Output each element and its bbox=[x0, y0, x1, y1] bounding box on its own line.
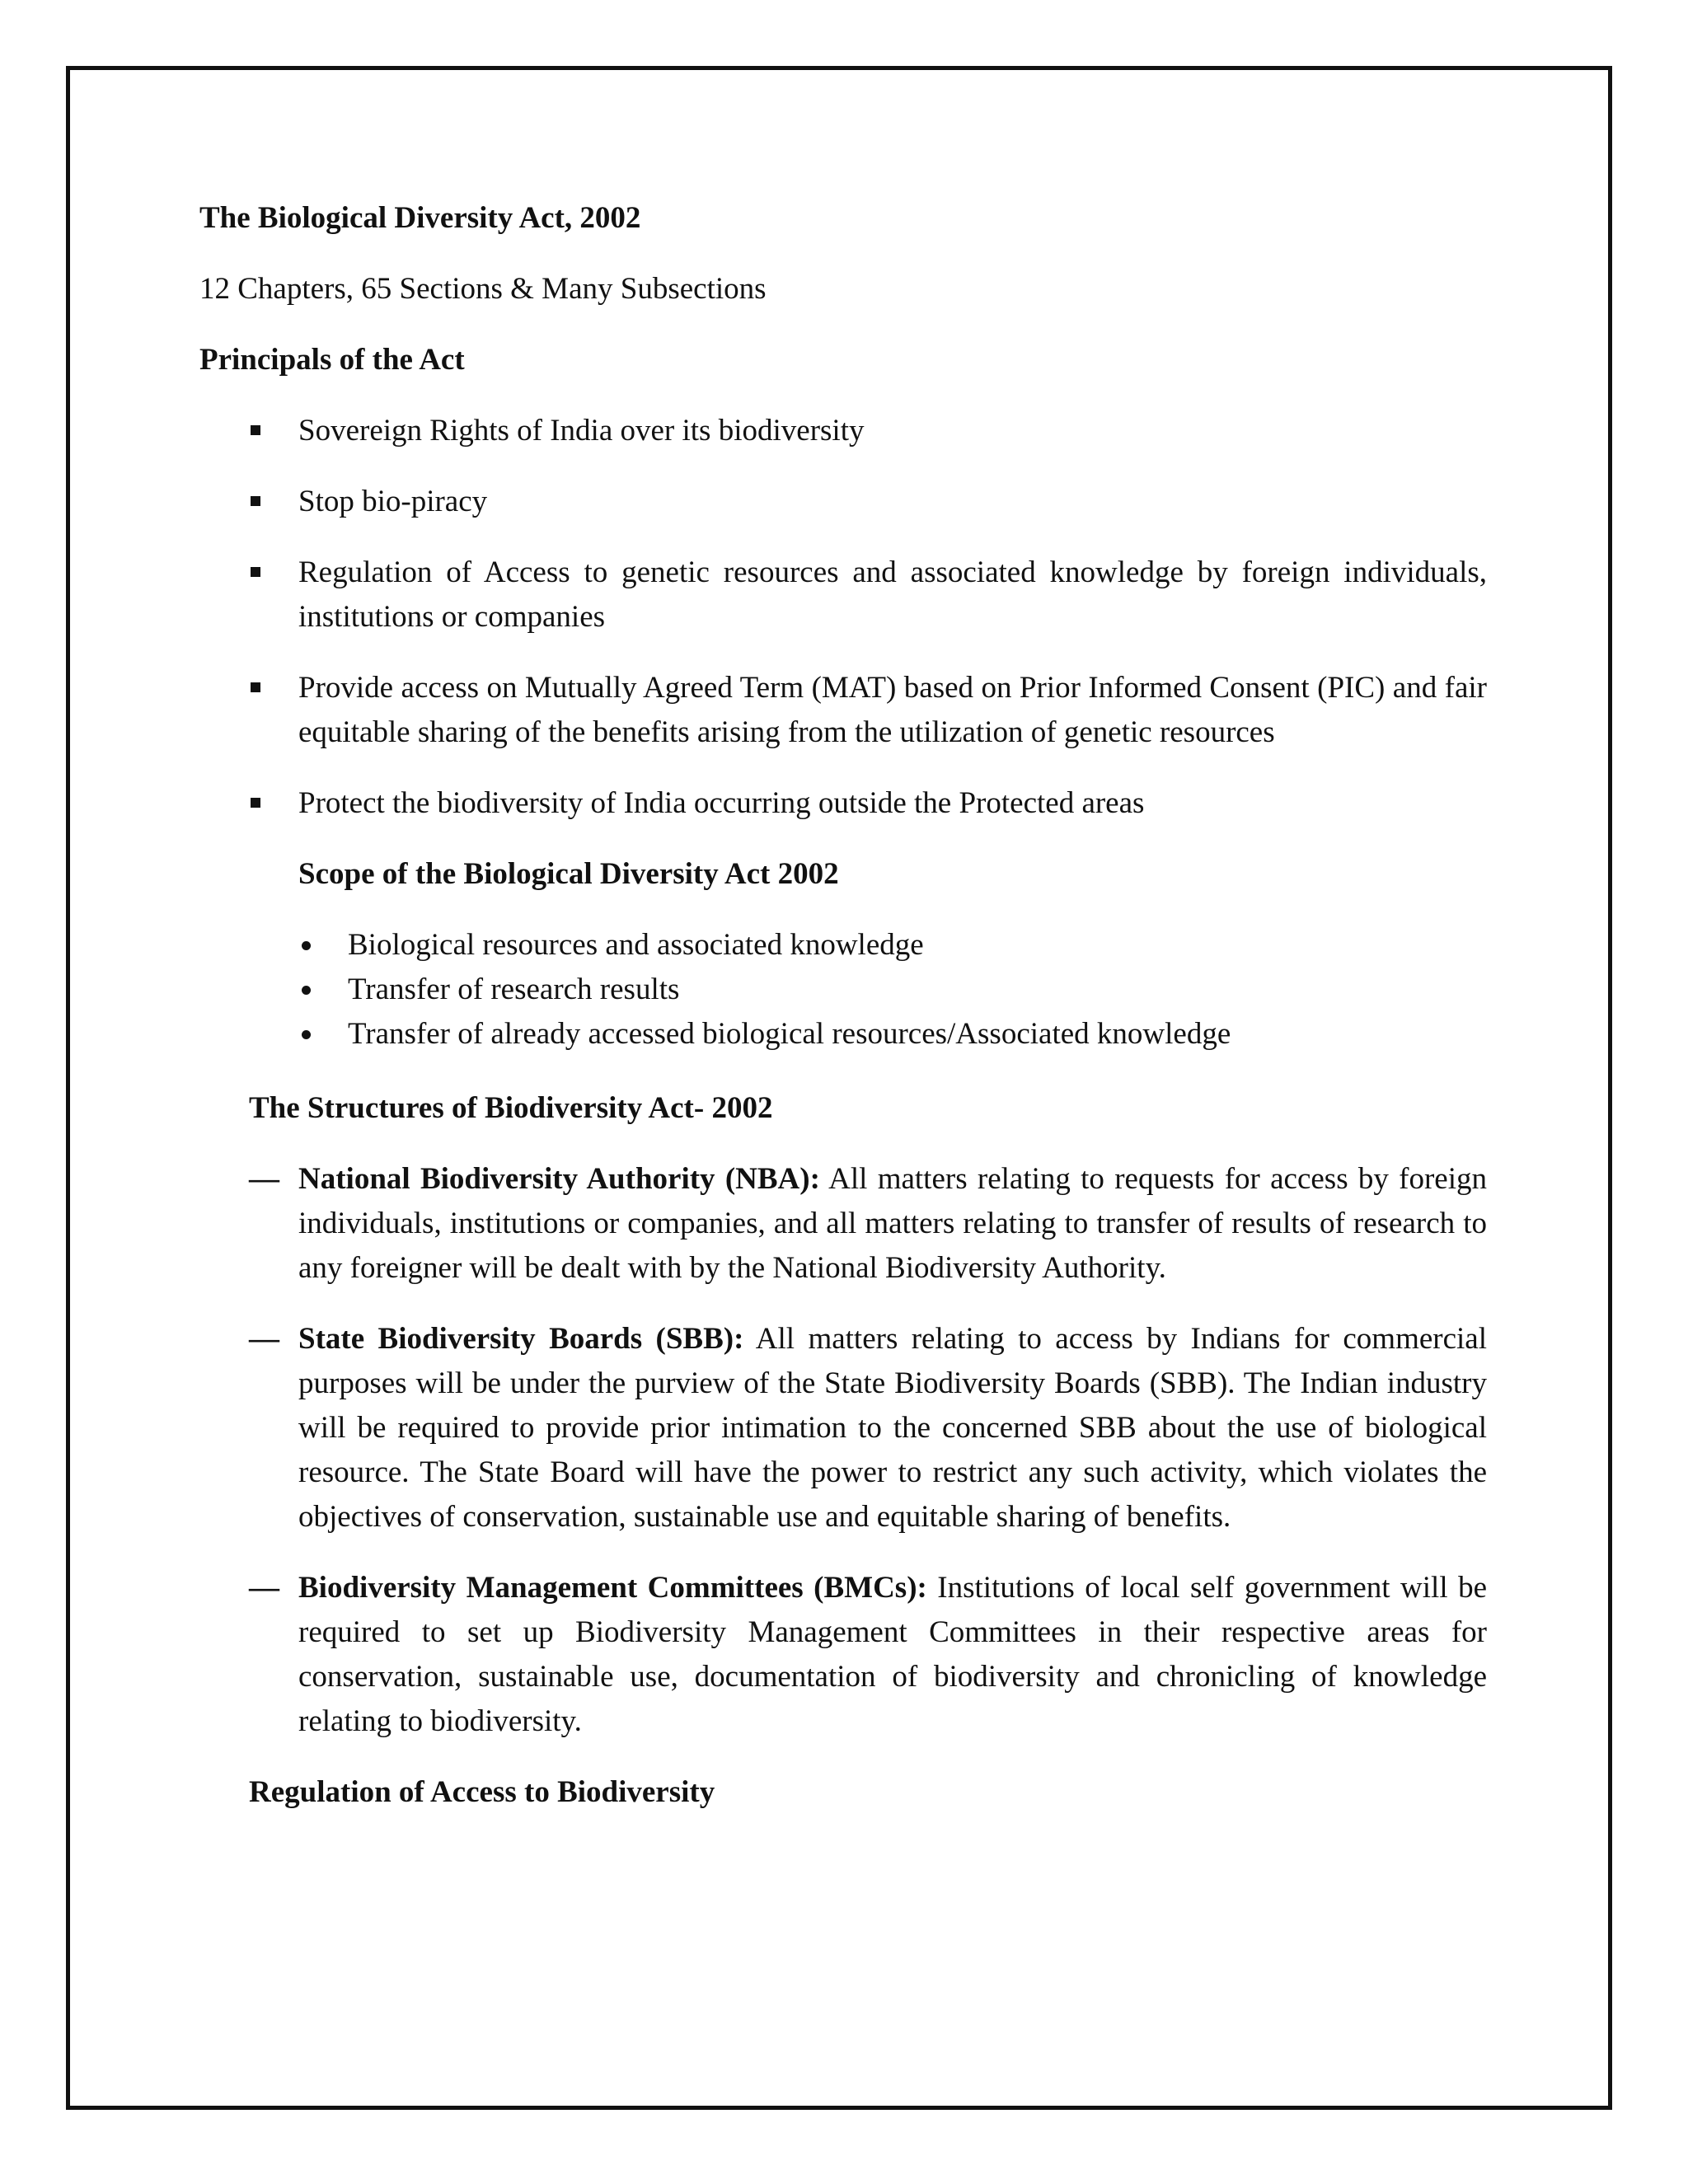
square-bullet-icon bbox=[251, 496, 260, 506]
list-item bbox=[199, 1012, 1487, 1057]
structure-description: Institutions of local self government will be required to set up Biodiversity Management Committees in their respective areas for conservation, sustainable use, documentation of biodiversity and chronicling of knowledge relating to biodiversity. bbox=[298, 1571, 1487, 1738]
structure-description: All matters relating to access by Indians for commercial purposes will be under the purview of the State Biodiversity Boards (SBB). The Indian industry will be required to provide prior intimation to the concerned SBB about the use of biological resource. The State Board will have the power to restrict any such activity, which violates the objectives of conservation, sustainable use and equitable sharing of benefits. bbox=[298, 1322, 1487, 1534]
scope-list bbox=[199, 923, 1487, 1057]
list-item-text: Transfer of already accessed biological resources/Associated knowledge bbox=[348, 1017, 1231, 1051]
document-title: The Biological Diversity Act, 2002 bbox=[199, 201, 641, 235]
document-body bbox=[199, 196, 1487, 1815]
structure-term: National Biodiversity Authority (NBA): bbox=[298, 1162, 820, 1196]
square-bullet-icon bbox=[251, 567, 260, 577]
list-item-text: Stop bio-piracy bbox=[298, 485, 488, 518]
principles-heading: Principals of the Act bbox=[199, 343, 465, 377]
dash-bullet-icon: — bbox=[249, 1571, 279, 1605]
round-bullet-icon bbox=[302, 1030, 311, 1039]
document-subtitle: 12 Chapters, 65 Sections & Many Subsections bbox=[199, 272, 767, 306]
list-item bbox=[199, 923, 1487, 968]
list-item bbox=[199, 1157, 1487, 1291]
list-item bbox=[199, 666, 1487, 755]
dash-bullet-icon: — bbox=[249, 1322, 279, 1356]
list-item-text: Protect the biodiversity of India occurring outside the Protected areas bbox=[298, 786, 1145, 820]
list-item-text: Biological resources and associated knowledge bbox=[348, 928, 924, 962]
structure-term: Biodiversity Management Committees (BMCs): bbox=[298, 1571, 927, 1605]
scope-heading: Scope of the Biological Diversity Act 2002 bbox=[298, 857, 839, 891]
square-bullet-icon bbox=[251, 798, 260, 808]
structures-heading: The Structures of Biodiversity Act- 2002 bbox=[249, 1091, 773, 1125]
list-item bbox=[199, 480, 1487, 524]
square-bullet-icon bbox=[251, 425, 260, 435]
round-bullet-icon bbox=[302, 941, 311, 950]
list-item bbox=[199, 968, 1487, 1012]
list-item bbox=[199, 409, 1487, 453]
list-item-text: Regulation of Access to genetic resources and associated knowledge by foreign individuals, institutions or companies bbox=[298, 555, 1487, 634]
structure-term: State Biodiversity Boards (SBB): bbox=[298, 1322, 744, 1356]
regulation-heading: Regulation of Access to Biodiversity bbox=[249, 1775, 715, 1809]
list-item bbox=[199, 1566, 1487, 1744]
square-bullet-icon bbox=[251, 682, 260, 692]
list-item-text: Provide access on Mutually Agreed Term (MAT) based on Prior Informed Consent (PIC) and fair equitable sharing of the benefits arising from the utilization of genetic resources bbox=[298, 671, 1487, 749]
list-item-text: Transfer of research results bbox=[348, 972, 680, 1006]
list-item bbox=[199, 781, 1487, 826]
list-item-text: Sovereign Rights of India over its biodiversity bbox=[298, 414, 865, 448]
list-item bbox=[199, 551, 1487, 640]
list-item bbox=[199, 1317, 1487, 1540]
principles-list bbox=[199, 409, 1487, 826]
dash-bullet-icon: — bbox=[249, 1162, 279, 1196]
structures-list bbox=[199, 1157, 1487, 1744]
structure-description: All matters relating to requests for access by foreign individuals, institutions or companies, and all matters relating to transfer of results of research to any foreigner will be dealt with by the National Biodiversity Authority. bbox=[298, 1162, 1487, 1285]
round-bullet-icon bbox=[302, 986, 311, 995]
